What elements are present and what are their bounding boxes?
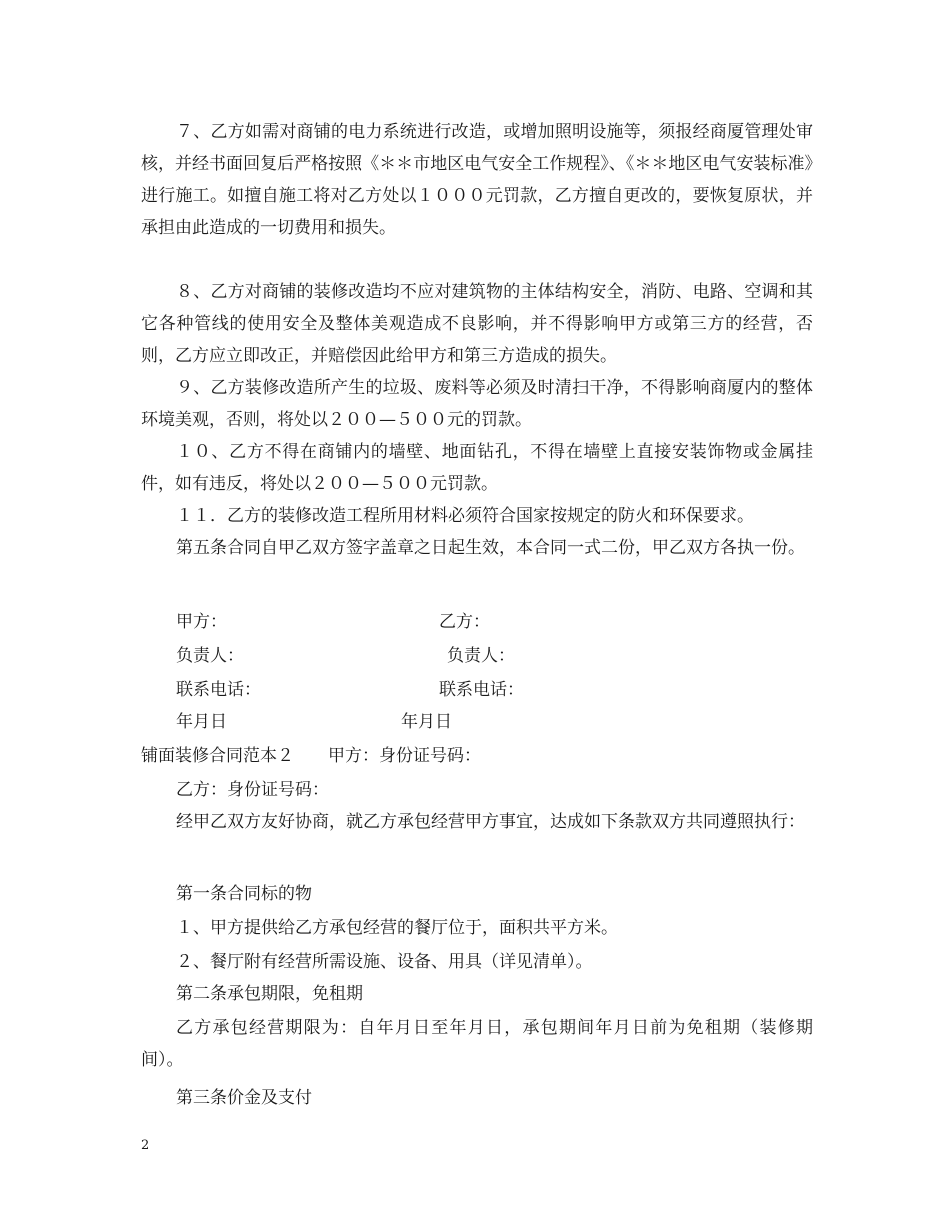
article-1-title: 第一条合同标的物 xyxy=(176,884,312,904)
contract-2-party-b: 乙方：身份证号码： xyxy=(176,780,329,800)
sign-party-a: 甲方： xyxy=(176,612,227,632)
sign-date-a: 年月日 xyxy=(176,712,227,732)
clause-10: １０、乙方不得在商铺内的墙壁、地面钻孔，不得在墙壁上直接安装饰物或金属挂件，如有违反，将处以２００—５００元罚款。 xyxy=(141,442,813,494)
sign-phone-a: 联系电话： xyxy=(176,680,261,700)
article-2-text: 乙方承包经营期限为：自年月日至年月日，承包期间年月日前为免租期（装修期间）。 xyxy=(141,1018,813,1070)
article-2-title: 第二条承包期限，免租期 xyxy=(176,984,363,1004)
page-number: 2 xyxy=(141,1138,150,1153)
sign-phone-b: 联系电话： xyxy=(439,680,524,700)
sign-date-b: 年月日 xyxy=(401,712,452,732)
sign-party-b: 乙方： xyxy=(439,612,490,632)
article-3-title: 第三条价金及支付 xyxy=(176,1088,312,1108)
clause-11: １１．乙方的装修改造工程所用材料必须符合国家按规定的防火和环保要求。 xyxy=(176,506,754,526)
article-1-item-1: １、甲方提供给乙方承包经营的餐厅位于，面积共平方米。 xyxy=(176,918,618,938)
clause-9: ９、乙方装修改造所产生的垃圾、废料等必须及时清扫干净，不得影响商厦内的整体环境美观，否则，将处以２００—５００元的罚款。 xyxy=(141,378,813,430)
article-1-item-2: ２、餐厅附有经营所需设施、设备、用具（详见清单）。 xyxy=(176,952,593,972)
clause-8: ８、乙方对商铺的装修改造均不应对建筑物的主体结构安全，消防、电路、空调和其它各种管线的使用安全及整体美观造成不良影响，并不得影响甲方或第三方的经营，否则，乙方应立即改正，并赔偿因此给甲方和第三方造成的损失。 xyxy=(141,282,813,366)
contract-2-title: 铺面装修合同范本２ 甲方：身份证号码： xyxy=(141,746,481,766)
clause-7: ７、乙方如需对商铺的电力系统进行改造，或增加照明设施等，须报经商厦管理处审核，并经书面回复后严格按照《＊＊市地区电气安全工作规程》、《＊＊地区电气安装标准》进行施工。如擅自施工将对乙方处以１０００元罚款，乙方擅自更改的，要恢复原状，并承担由此造成的一切费用和损失。 xyxy=(141,122,813,238)
sign-responsible-a: 负责人： xyxy=(176,646,244,666)
sign-responsible-b: 负责人： xyxy=(447,646,515,666)
article-5: 第五条合同自甲乙双方签字盖章之日起生效，本合同一式二份，甲乙双方各执一份。 xyxy=(176,538,805,558)
contract-2-intro: 经甲乙双方友好协商，就乙方承包经营甲方事宜，达成如下条款双方共同遵照执行： xyxy=(176,812,805,832)
